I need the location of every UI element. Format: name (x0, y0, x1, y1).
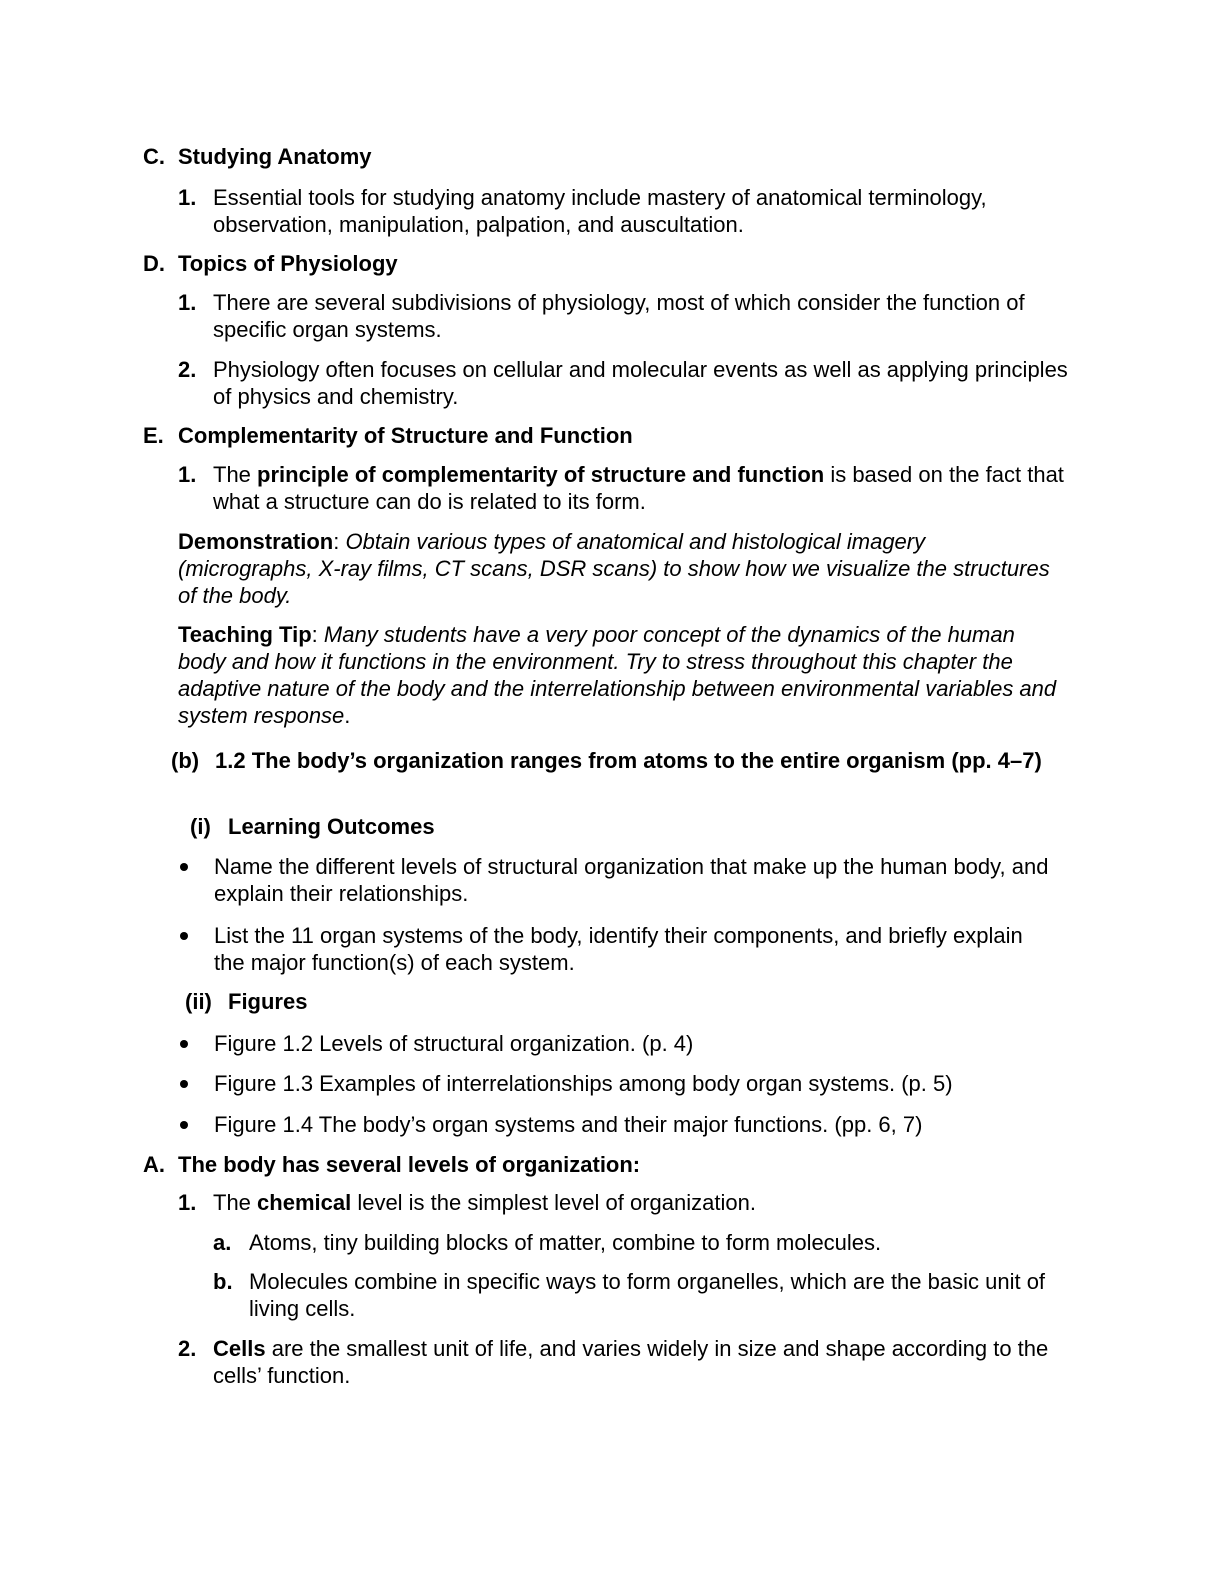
item-number: 2. (178, 357, 197, 382)
teaching-tip-note (178, 621, 1058, 729)
item-text (213, 1335, 1073, 1389)
item-text (213, 1189, 1073, 1216)
item-text: List the 11 organ systems of the body, identify their components, and briefly explain the major function(s) of each system. (214, 923, 1023, 975)
list-item (178, 1030, 1058, 1057)
bullet-icon (180, 932, 188, 940)
list-item (178, 356, 1073, 410)
list-item (178, 1070, 1058, 1097)
list-item (178, 289, 1073, 343)
item-text: There are several subdivisions of physiology, most of which consider the function of specific organ systems. (213, 290, 1025, 342)
bullet-icon (180, 1040, 188, 1048)
text-run: The (213, 462, 258, 487)
item-number: 1. (178, 185, 197, 210)
bullet-icon (180, 863, 188, 871)
subpart-title: Figures (228, 989, 308, 1014)
item-text: Physiology often focuses on cellular and molecular events as well as applying principles of physics and chemistry. (213, 357, 1068, 409)
item-text: Figure 1.4 The body’s organ systems and their major functions. (pp. 6, 7) (214, 1112, 923, 1137)
subpart-label: (ii) (185, 989, 212, 1014)
item-number: 1. (178, 1190, 197, 1215)
list-item (178, 1335, 1073, 1389)
key-term: Cells (213, 1336, 266, 1361)
text-run: are the smallest unit of life, and varies widely in size and shape according to the cells’ function. (213, 1336, 1049, 1388)
text-run: level is the simplest level of organization. (351, 1190, 756, 1215)
section-title: Complementarity of Structure and Function (178, 423, 633, 448)
section-label: C. (143, 144, 165, 169)
bullet-icon (180, 1080, 188, 1088)
list-item (178, 1111, 1058, 1138)
item-text: Figure 1.3 Examples of interrelationships among body organ systems. (p. 5) (214, 1071, 953, 1096)
item-number: 2. (178, 1336, 197, 1361)
list-item (178, 184, 1073, 238)
text-run: The (213, 1190, 258, 1215)
item-text: Molecules combine in specific ways to form organelles, which are the basic unit of living cells. (249, 1269, 1046, 1321)
section-label: E. (143, 423, 164, 448)
item-letter: b. (213, 1269, 233, 1294)
sub-list-item (213, 1268, 1073, 1322)
list-item (178, 1189, 1073, 1216)
item-number: 1. (178, 290, 197, 315)
text-run: is based on the fact that what a structure can do is related to its form. (213, 462, 1064, 514)
section-title: Studying Anatomy (178, 144, 372, 169)
part-title: 1.2 The body’s organization ranges from atoms to the entire organism (pp. 4–7) (215, 748, 1042, 773)
bullet-icon (180, 1121, 188, 1129)
item-text: Atoms, tiny building blocks of matter, combine to form molecules. (249, 1230, 882, 1255)
list-item (178, 922, 1058, 976)
subpart-label: (i) (190, 814, 211, 839)
note-end: . (344, 703, 351, 728)
item-number: 1. (178, 462, 197, 487)
list-item (178, 853, 1058, 907)
key-term: chemical (257, 1190, 352, 1215)
note-text: Many students have a very poor concept of the dynamics of the human body and how it functions in the environment. Try to stress throughout this chapter the adaptive nature of the body and the interrelationship between environmental variables and system response (178, 622, 1057, 728)
section-label: A. (143, 1152, 165, 1177)
note-separator: : (311, 622, 324, 647)
sub-list-item (213, 1229, 1073, 1256)
demonstration-note (178, 528, 1058, 609)
item-text: Essential tools for studying anatomy include mastery of anatomical terminology, observation, manipulation, palpation, and auscultation. (213, 185, 987, 237)
section-title: The body has several levels of organization: (178, 1152, 641, 1177)
note-label: Teaching Tip (178, 622, 312, 647)
item-text (213, 461, 1073, 515)
part-label: (b) (171, 748, 200, 773)
item-text: Figure 1.2 Levels of structural organization. (p. 4) (214, 1031, 694, 1056)
subpart-title: Learning Outcomes (228, 814, 435, 839)
note-label: Demonstration (178, 529, 334, 554)
note-separator: : (333, 529, 346, 554)
key-term: principle of complementarity of structure and function (257, 462, 825, 487)
section-title: Topics of Physiology (178, 251, 398, 276)
item-text: Name the different levels of structural organization that make up the human body, and explain their relationships. (214, 854, 1049, 906)
section-label: D. (143, 251, 165, 276)
part-b-heading (171, 747, 1066, 774)
item-letter: a. (213, 1230, 232, 1255)
note-text: Obtain various types of anatomical and histological imagery (micrographs, X-ray films, CT scans, DSR scans) to show how we visualize the structures of the body. (178, 529, 1050, 608)
list-item (178, 461, 1073, 515)
